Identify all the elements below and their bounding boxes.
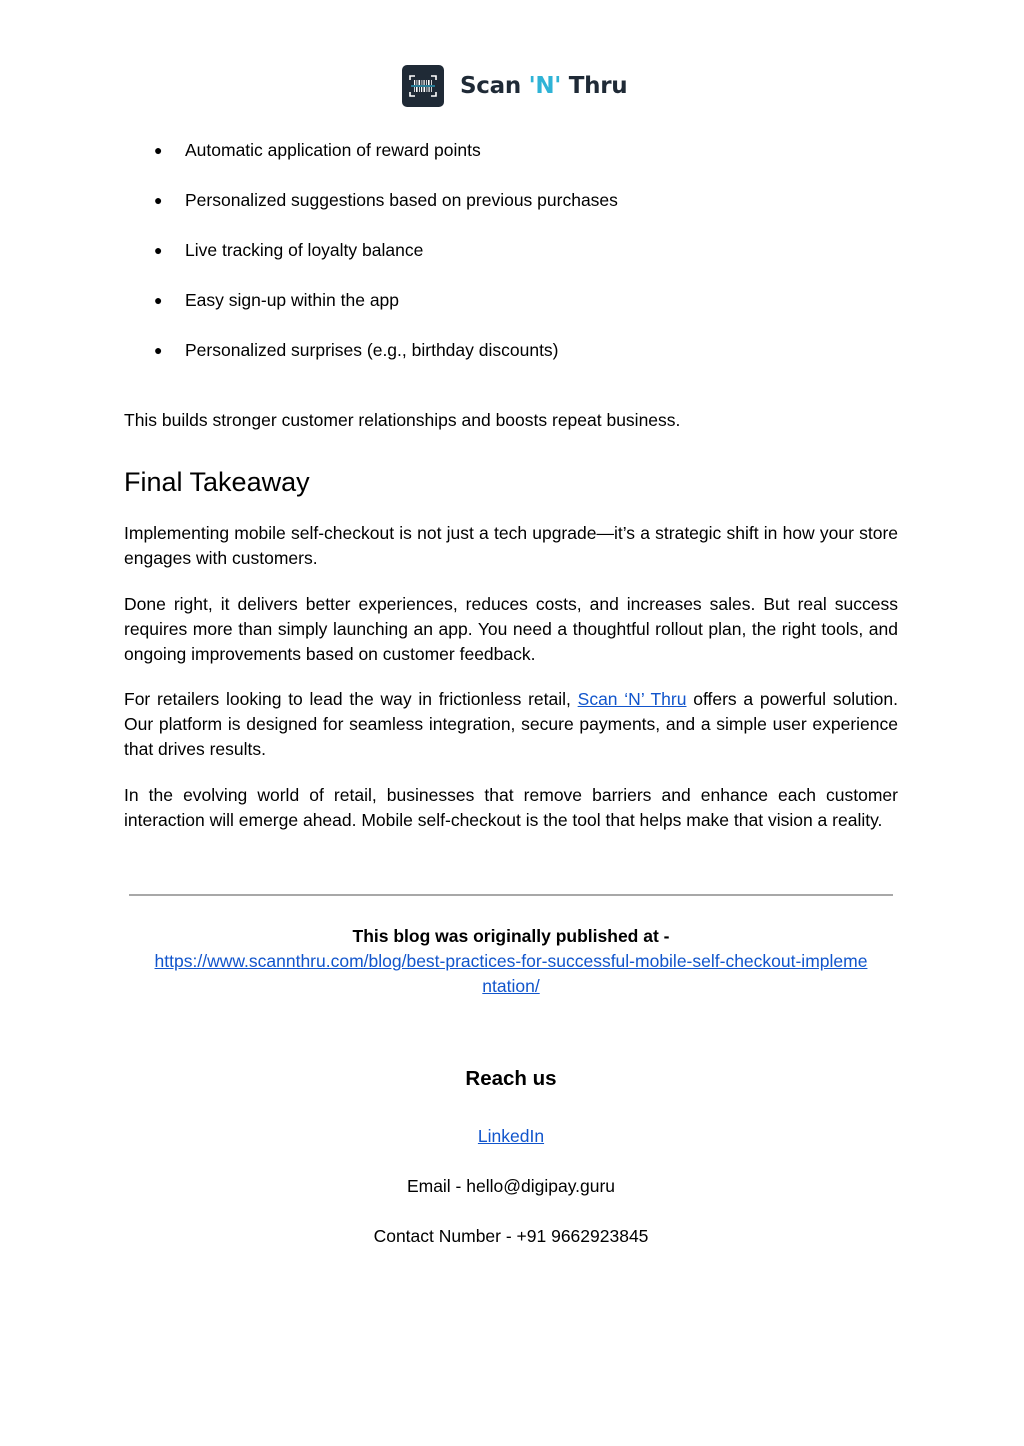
published-url-link[interactable]: https://www.scannthru.com/blog/best-practices-for-successful-mobile-self-checkout-impleme ntation/ [154, 951, 868, 996]
contact-phone: Contact Number - +91 9662923845 [373, 1226, 649, 1246]
feature-list [124, 138, 904, 388]
brand-logo [402, 65, 627, 107]
brand-wordmark: Scan 'N' Thru [460, 73, 628, 99]
linkedin-row [124, 1124, 898, 1149]
paragraph-intro: Implementing mobile self-checkout is not just a tech upgrade—it’s a strategic shift in how your store engages with customers. [124, 523, 898, 568]
bullet-icon: ● [154, 192, 163, 208]
published-label: This blog was originally published at - [352, 926, 670, 946]
section-heading: Final Takeaway [124, 467, 310, 497]
list-item: ● Easy sign-up within the app [154, 290, 400, 310]
paragraph-benefits: Done right, it delivers better experiences, reduces costs, and increases sales. But real success requires more than simply launching an app. You need a thoughtful rollout plan, the right tools, and ongoing improvements based on customer feedback. [124, 594, 898, 664]
horizontal-divider [129, 894, 893, 896]
paragraph-conclusion: In the evolving world of retail, businesses that remove barriers and enhance each customer interaction will emerge ahead. Mobile self-checkout is the tool that helps make that vision a reality. [124, 785, 898, 830]
scan-n-thru-link[interactable]: Scan ‘N’ Thru [577, 689, 687, 709]
bullet-icon: ● [154, 242, 163, 258]
list-item: ● Live tracking of loyalty balance [154, 240, 424, 260]
bullet-icon: ● [154, 142, 163, 158]
summary-paragraph: This builds stronger customer relationships and boosts repeat business. [124, 410, 681, 430]
bullet-icon: ● [154, 342, 163, 358]
reach-us-heading: Reach us [465, 1067, 557, 1090]
bullet-icon: ● [154, 292, 163, 308]
barcode-scan-icon [402, 65, 444, 107]
list-item: ● Automatic application of reward points [154, 140, 481, 160]
brand-accent: 'N' [528, 73, 562, 99]
linkedin-link[interactable]: LinkedIn [477, 1126, 545, 1146]
list-item: ● Personalized surprises (e.g., birthday discounts) [154, 340, 559, 360]
contact-email: Email - hello@digipay.guru [406, 1176, 616, 1196]
list-item: ● Personalized suggestions based on previous purchases [154, 190, 618, 210]
paragraph-solution: For retailers looking to lead the way in frictionless retail, Scan ‘N’ Thru offers a powerful solution. Our platform is designed for seamless integration, secure payments, and a simple user experience that drives results. [124, 689, 898, 759]
